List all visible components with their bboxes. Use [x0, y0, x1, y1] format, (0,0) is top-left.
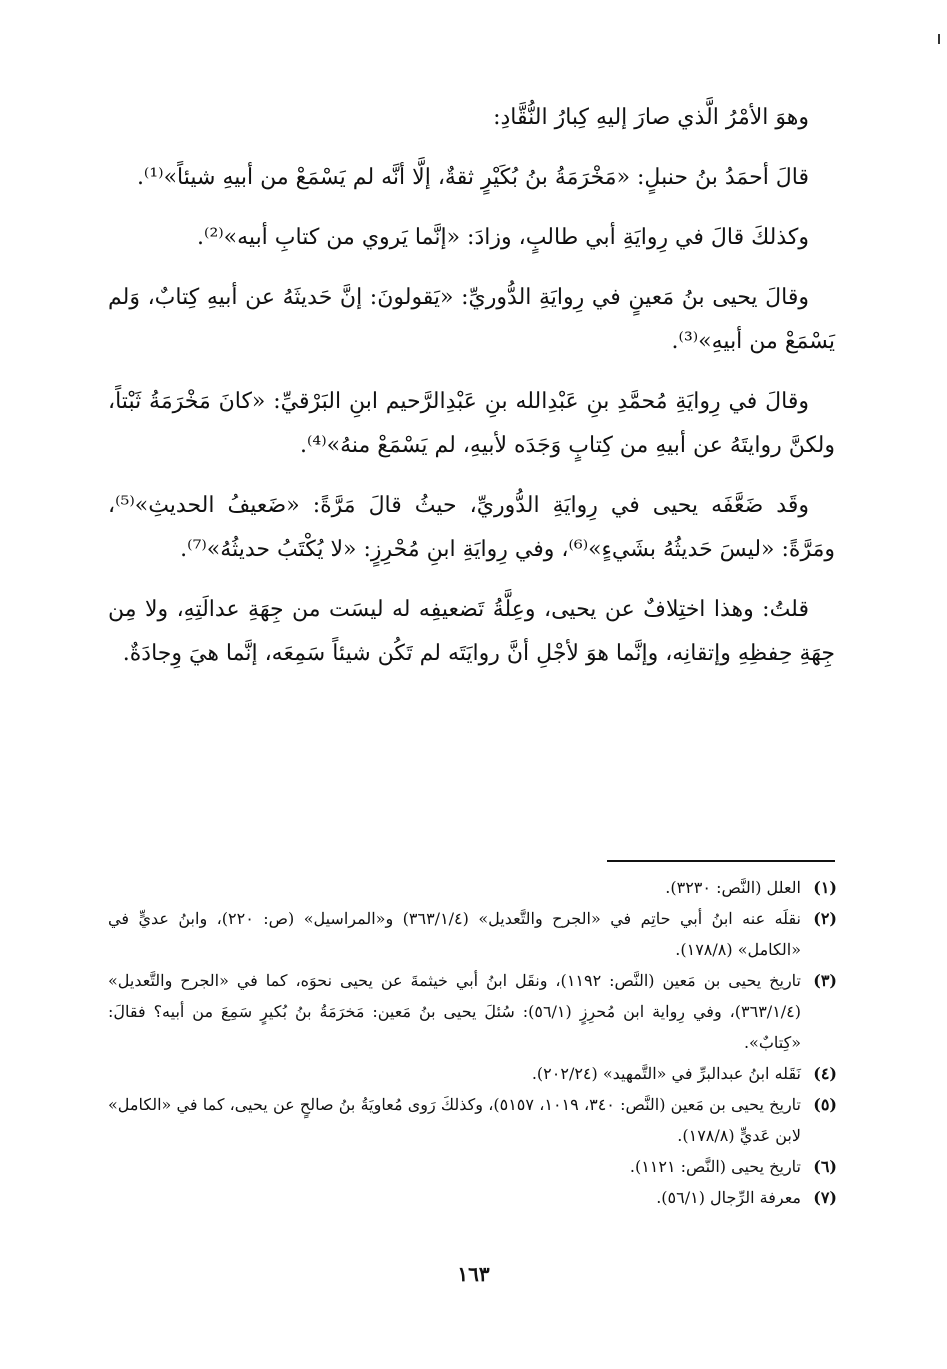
paragraph: وقالَ يحيى بنُ مَعينٍ في رِوايَةِ الدُّوريِّ: «يَقولونَ: إنَّ حَديثَهُ عن أبيهِ كِتابٌ، وَلم يَسْمَعْ من أبيهِ»⁽³⁾.	[108, 285, 835, 354]
footnote-number: (٦)	[813, 1157, 837, 1176]
footnote-text: تاريخ يحيى بن مَعين (النَّص: ١١٩٢)، ونقَل ابنُ أبي خيثمةَ عن يحيى نحوَه، كما في «الجرح والتَّعديل» (٣٦٣/١/٤)، وفي رِواية ابن مُحرِزٍ (٥٦/١): سُئلَ يحيى بنُ مَعين: مَخرَمَةُ بنُ بُكيرٍ سَمِعَ من أبيه؟ فقالَ: «كِتابٌ».	[108, 971, 802, 1052]
footnote-text: معرفة الرِّجال (٥٦/١).	[656, 1188, 801, 1207]
footnote	[108, 1058, 837, 1089]
footnote-number: (٥)	[813, 1095, 837, 1114]
page-number: ١٦٣	[457, 1262, 490, 1286]
footnote-text: تاريخ يحيى (النَّص: ١١٢١).	[629, 1157, 801, 1176]
footnote-number: (٤)	[813, 1064, 837, 1083]
paragraph: قالَ أحمَدُ بنُ حنبلٍ: «مَخْرَمَةُ بنُ بُكَيْرٍ ثقةٌ، إلَّا أنَّه لم يَسْمَعْ من أبيهِ شيئاً»⁽¹⁾.	[136, 165, 809, 190]
footnote	[108, 1089, 837, 1151]
footnote	[108, 965, 837, 1058]
main-text	[108, 96, 835, 692]
footnote-number: (٧)	[813, 1188, 837, 1207]
footnotes	[108, 872, 837, 1213]
paragraph: وقَد ضَعَّفَه يحيى في رِوايَةِ الدُّوريِّ، حيثُ قالَ مَرَّةً: «ضَعيفُ الحديثِ»⁽⁵⁾، ومَرَّةً: «ليسَ حَديثُهُ بشَيءٍ»⁽⁶⁾، وفي رِوايَةِ ابنِ مُحْرِزٍ: «لا يُكْتَبُ حديثُهُ»⁽⁷⁾.	[108, 493, 835, 562]
scan-edge-mark	[938, 34, 940, 44]
footnote-number: (١)	[813, 878, 837, 897]
footnote	[108, 1151, 837, 1182]
footnote-text: تاريخ يحيى بن مَعين (النَّص: ٣٤٠، ١٠١٩، ٥١٥٧)، وكذلكَ رَوى مُعاويَةُ بنُ صالحٍ عن يحيى، كما في «الكامل» لابن عَديٍّ (١٧٨/٨).	[108, 1095, 802, 1145]
paragraph: وكذلكَ قالَ في رِوايَةِ أبي طالبٍ، وزادَ: «إنَّما يَروي من كتابِ أبيه»⁽²⁾.	[197, 225, 809, 250]
footnote-text: نَقَله ابنُ عبدالبرِّ في «التَّمهيد» (٢٠٢/٢٤).	[531, 1064, 801, 1083]
footnote-number: (٣)	[813, 971, 837, 990]
footnote	[108, 872, 837, 903]
paragraph: وقالَ في رِوايَةِ مُحمَّدِ بنِ عَبْدِالله بنِ عَبْدِالرَّحيم ابنِ البَرْقيِّ: «كانَ مَخْرَمَةُ ثَبْتاً، ولكنَّ روايتَهُ عن أبيهِ من كِتابٍ وَجَدَه لأبيهِ، لم يَسْمَعْ منهُ»⁽⁴⁾.	[108, 389, 835, 458]
footnote-text: نقلَه عنه ابنُ أبي حاتِم في «الجرح والتَّعديل» (٣٦٣/١/٤) و«المراسيل» (ص: ٢٢٠)، وابنُ عديٍّ في «الكامل» (١٧٨/٨).	[108, 909, 801, 959]
footnote	[108, 1182, 837, 1213]
footnote-number: (٢)	[813, 909, 837, 928]
footnote-text: العلل (النَّص: ٣٢٣٠).	[665, 878, 801, 897]
paragraph: قلتُ: وهذا اختِلافٌ عن يحيى، وعِلَّةُ تَضعيفِه له ليسَت من جِهَةِ عدالَتِهِ، ولا مِن جِهَةِ حِفظِهِ وإتقانِه، وإنَّما هوَ لأجْلِ أنَّ روايَتَه لم تَكُن شيئاً سَمِعَه، إنَّما هيَ وِجادَةٌ.	[108, 597, 835, 666]
footnote-separator	[607, 860, 835, 862]
footnote	[108, 903, 837, 965]
paragraph: وهوَ الأمْرُ الَّذي صارَ إليهِ كِبارُ النُّقَّادِ:	[493, 105, 809, 130]
